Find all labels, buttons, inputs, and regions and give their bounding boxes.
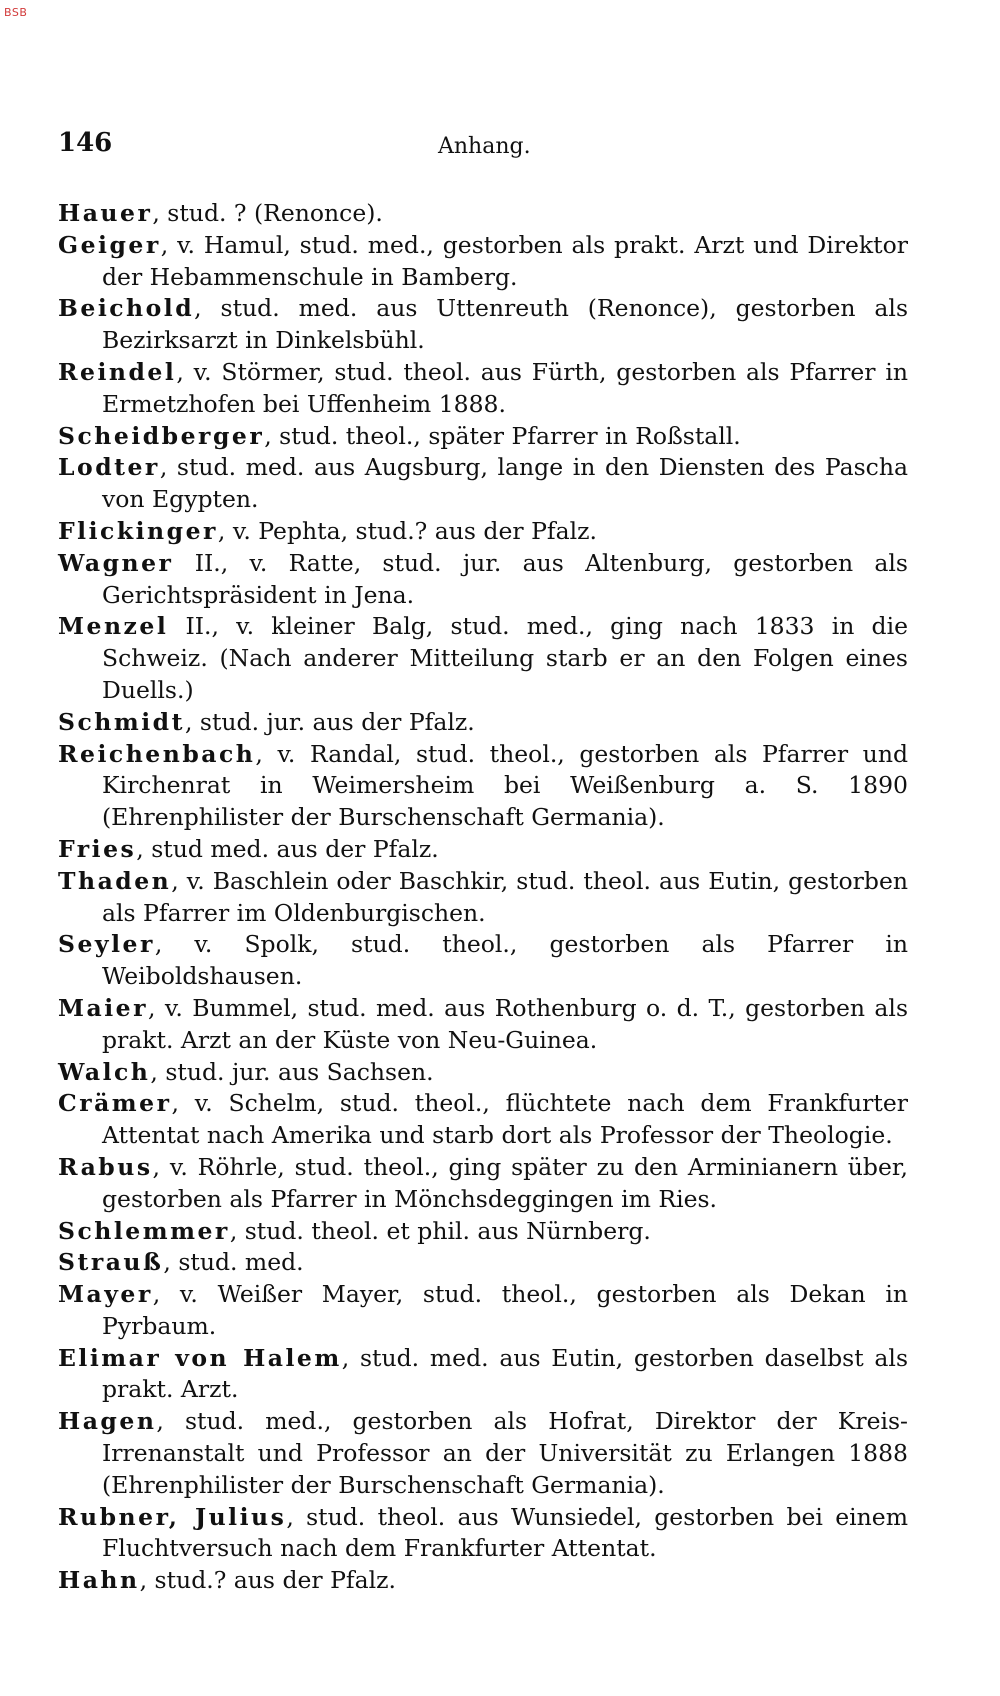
entry-name: Scheidberger bbox=[58, 421, 265, 450]
page-number: 146 bbox=[58, 128, 113, 158]
entry-name: Strauß bbox=[58, 1248, 164, 1277]
entry-text: , stud. theol. aus Wunsiedel, gestorben bei einem Fluchtversuch nach dem Frankfurter Attentat. bbox=[102, 1502, 909, 1563]
library-stamp: BSB bbox=[4, 6, 28, 19]
entry-text: , stud. med. bbox=[163, 1248, 304, 1277]
register-entry bbox=[58, 421, 908, 453]
register-entry bbox=[58, 1152, 908, 1216]
entry-text: , v. Baschlein oder Baschkir, stud. theol. aus Eutin, gestorben als Pfarrer im Oldenburgischen. bbox=[102, 866, 908, 927]
entry-text: , v. Spolk, stud. theol., gestorben als Pfarrer in Weiboldshausen. bbox=[102, 930, 908, 991]
register-entry bbox=[58, 357, 908, 421]
entry-name: Lodter bbox=[58, 453, 160, 482]
register-entry bbox=[58, 1216, 908, 1248]
entry-name: Menzel bbox=[58, 612, 169, 641]
entry-name: Maier bbox=[58, 993, 148, 1022]
entry-text: , v. Schelm, stud. theol., flüchtete nach dem Frankfurter Attentat nach Amerika und starb dort als Professor der Theologie. bbox=[102, 1089, 908, 1150]
register-entry bbox=[58, 293, 908, 357]
entry-name: Seyler bbox=[58, 930, 155, 959]
register-entry bbox=[58, 1057, 908, 1089]
entry-text: II., v. Ratte, stud. jur. aus Altenburg, gestorben als Gerichtspräsident in Jena. bbox=[102, 548, 908, 609]
entry-name: Elimar von Halem bbox=[58, 1343, 342, 1372]
register-entry bbox=[58, 1247, 908, 1279]
entry-text: , v. Bummel, stud. med. aus Rothenburg o. d. T., gestorben als prakt. Arzt an der Küste von Neu-Guinea. bbox=[102, 993, 908, 1054]
entry-name: Reindel bbox=[58, 357, 177, 386]
entry-text: , v. Pephta, stud.? aus der Pfalz. bbox=[217, 516, 597, 545]
entry-text: , stud. theol., später Pfarrer in Roßstall. bbox=[264, 421, 741, 450]
register-entry bbox=[58, 993, 908, 1057]
entry-text: , v. Hamul, stud. med., gestorben als prakt. Arzt und Direktor der Hebammenschule in Bamberg. bbox=[102, 230, 908, 291]
entry-name: Rabus bbox=[58, 1152, 153, 1181]
entry-text: , stud. ? (Renonce). bbox=[152, 199, 383, 227]
register-entry bbox=[58, 230, 908, 294]
register-entry bbox=[58, 1088, 908, 1152]
entry-name: Thaden bbox=[58, 866, 172, 895]
entry-name: Rubner, Julius bbox=[58, 1502, 287, 1531]
register-entry bbox=[58, 834, 908, 866]
entry-name: Wagner bbox=[58, 548, 174, 577]
entry-text: , stud. med., gestorben als Hofrat, Direktor der Kreis-Irrenanstalt und Professor an der Universität zu Erlangen 1888 (Ehrenphilister der Burschenschaft Germania). bbox=[102, 1407, 908, 1499]
register-entry bbox=[58, 866, 908, 930]
entry-text: II., v. kleiner Balg, stud. med., ging nach 1833 in die Schweiz. (Nach anderer Mitteilung starb er an den Folgen eines Duells.) bbox=[102, 612, 908, 704]
entry-text: , v. Röhrle, stud. theol., ging später zu den Arminianern über, gestorben als Pfarrer in Mönchsdeggingen im Ries. bbox=[102, 1152, 908, 1213]
entry-name: Hauer bbox=[58, 199, 153, 227]
register-entry bbox=[58, 1565, 908, 1597]
entry-text: , v. Randal, stud. theol., gestorben als Pfarrer und Kirchenrat in Weimersheim bei Weißenburg a. S. 1890 (Ehrenphilister der Burschenschaft Germania). bbox=[102, 739, 908, 832]
entry-name: Schmidt bbox=[58, 707, 185, 736]
entry-name: Beichold bbox=[58, 294, 195, 323]
register-entry bbox=[58, 707, 908, 739]
entry-name: Hahn bbox=[58, 1566, 140, 1595]
page-header bbox=[58, 128, 942, 168]
register-entry bbox=[58, 198, 908, 230]
entry-text: , stud. jur. aus Sachsen. bbox=[150, 1057, 434, 1086]
entry-name: Walch bbox=[58, 1057, 151, 1086]
register-entry bbox=[58, 548, 908, 612]
register-entry bbox=[58, 1279, 908, 1343]
entry-name: Geiger bbox=[58, 230, 161, 259]
entry-text: , stud med. aus der Pfalz. bbox=[136, 834, 439, 863]
entry-name: Mayer bbox=[58, 1280, 153, 1309]
register-entry bbox=[58, 1343, 908, 1407]
register-entry bbox=[58, 929, 908, 993]
register-entry bbox=[58, 739, 908, 834]
entry-name: Schlemmer bbox=[58, 1216, 230, 1245]
entry-name: Fries bbox=[58, 834, 137, 863]
entry-text: , stud. theol. et phil. aus Nürnberg. bbox=[229, 1216, 651, 1245]
entry-name: Flickinger bbox=[58, 516, 218, 545]
register-entry bbox=[58, 1406, 908, 1501]
entry-text: , stud. jur. aus der Pfalz. bbox=[184, 707, 475, 736]
entry-text: , stud.? aus der Pfalz. bbox=[139, 1566, 396, 1595]
entry-text: , v. Weißer Mayer, stud. theol., gestorben als Dekan in Pyrbaum. bbox=[102, 1280, 908, 1340]
register-list bbox=[58, 198, 908, 1597]
entry-text: , stud. med. aus Eutin, gestorben daselbst als prakt. Arzt. bbox=[102, 1343, 908, 1404]
entry-text: , stud. med. aus Augsburg, lange in den Diensten des Pascha von Egypten. bbox=[102, 453, 908, 514]
entry-name: Reichenbach bbox=[58, 739, 256, 768]
register-entry bbox=[58, 611, 908, 706]
entry-name: Hagen bbox=[58, 1407, 157, 1436]
register-entry bbox=[58, 452, 908, 516]
running-head: Anhang. bbox=[438, 134, 531, 159]
entry-text: , stud. med. aus Uttenreuth (Renonce), gestorben als Bezirksarzt in Dinkelsbühl. bbox=[102, 294, 908, 355]
entry-text: , v. Störmer, stud. theol. aus Fürth, gestorben als Pfarrer in Ermetzhofen bei Uffenheim 1888. bbox=[102, 357, 908, 418]
register-entry bbox=[58, 1502, 908, 1566]
register-entry bbox=[58, 516, 908, 548]
entry-name: Crämer bbox=[58, 1089, 172, 1118]
